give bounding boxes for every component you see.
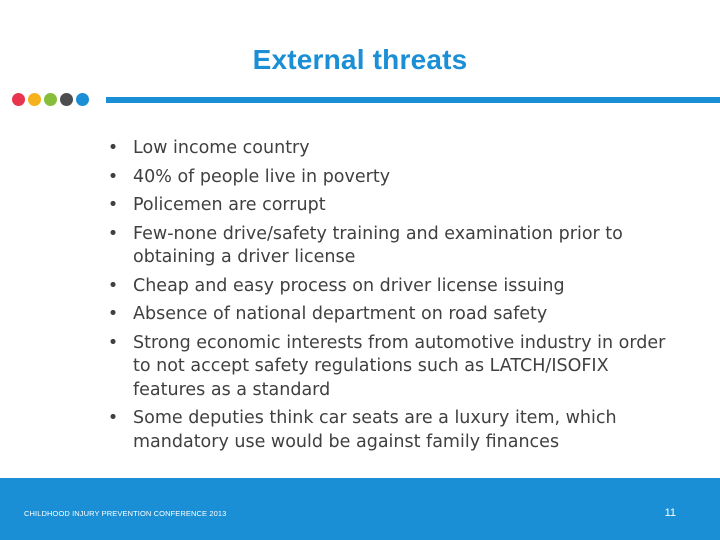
bullet-icon: • <box>107 275 119 296</box>
bullet-text: Low income country <box>133 138 310 158</box>
bullet-text: Strong economic interests from automotive industry in order to not accept safety regulations such as LATCH/ISOFIX features as a standard <box>133 332 666 400</box>
title-divider <box>106 97 720 103</box>
footer-text: CHILDHOOD INJURY PREVENTION CONFERENCE 2013 <box>24 509 227 518</box>
bullet-text: 40% of people live in poverty <box>133 166 391 187</box>
bullet-item <box>106 137 666 161</box>
footer-bar <box>0 478 720 540</box>
bullet-icon: • <box>107 332 119 353</box>
bullet-text: Absence of national department on road safety <box>133 304 548 324</box>
bullet-item <box>106 166 666 190</box>
dot-red <box>12 93 25 106</box>
bullet-item <box>106 332 666 403</box>
page-number: 11 <box>664 507 676 519</box>
dot-green <box>44 93 57 106</box>
bullet-item <box>106 194 666 218</box>
dot-dark <box>60 93 73 106</box>
bullet-icon: • <box>107 195 119 215</box>
bullet-item <box>106 303 666 327</box>
dot-yellow <box>28 93 41 106</box>
bullet-icon: • <box>107 408 119 428</box>
bullet-icon: • <box>107 223 119 244</box>
bullet-item <box>106 223 666 270</box>
bullet-item <box>106 407 666 454</box>
bullet-text: Policemen are corrupt <box>133 195 326 215</box>
bullet-text: Cheap and easy process on driver license issuing <box>133 275 565 296</box>
dot-blue <box>76 93 89 106</box>
bullet-text: Some deputies think car seats are a luxury item, which mandatory use would be against family finances <box>133 408 617 452</box>
bullet-icon: • <box>107 166 119 187</box>
bullet-text: Few-none drive/safety training and examination prior to obtaining a driver license <box>133 223 623 267</box>
bullet-icon: • <box>107 304 119 324</box>
slide-title: External threats <box>252 44 468 75</box>
bullet-list <box>106 137 666 459</box>
bullet-icon: • <box>107 138 119 158</box>
decorative-dots <box>12 93 89 107</box>
bullet-item <box>106 275 666 299</box>
